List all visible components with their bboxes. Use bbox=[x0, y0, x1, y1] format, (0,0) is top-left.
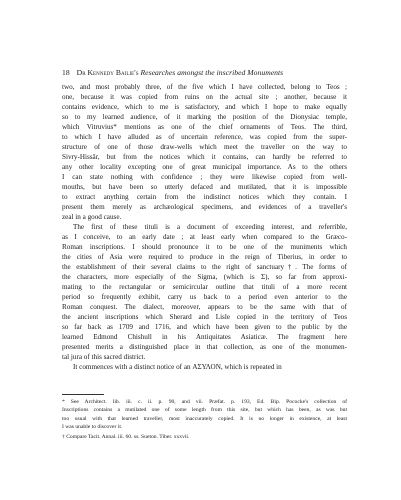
text-line: which Vitruvius* mentions as one of the chief ornaments of Teos. The third, bbox=[62, 123, 347, 131]
text-line: the ancient inscriptions which Sherard and Lisle copied in the territory of Teos bbox=[62, 313, 347, 321]
text-line: I can state nothing with confidence ; they were likewise copied from well- bbox=[62, 173, 347, 181]
paragraph bbox=[62, 222, 347, 362]
body-text bbox=[62, 82, 347, 372]
text-line: the establishment of their several claims to the right of sanctuary†. The forms of bbox=[62, 263, 347, 271]
text-line: to which I have alluded as of uncertain reference, was copied from the super- bbox=[62, 133, 347, 141]
text-line: mouths, but have been so utterly defaced and mutilated, that it is impossible bbox=[62, 183, 347, 191]
text-line: the characters, more especially of the Sigma, (which is Σ), so far from approxi- bbox=[62, 273, 347, 281]
text-line: present them merely as archæological specimens, and evidences of a traveller's bbox=[62, 203, 347, 211]
text-line: learned Edmond Chishull in his Antiquitates Asiaticæ. The fragment here bbox=[62, 333, 347, 341]
page-number: 18 bbox=[62, 68, 70, 77]
text-line: the cities of Asia were required to produce in the reign of Tiberius, in order to bbox=[62, 253, 347, 261]
text-line: zeal in a good cause. bbox=[62, 213, 122, 221]
text-line: mating to the rectangular or semicircular outline that tituli of a more recent bbox=[62, 283, 347, 291]
footnote-line: * See Architect. lib. iii. c. ii. p. 90, and vii. Præfat. p. 193, Ed. Bip. Pococke's collection of bbox=[62, 399, 347, 405]
text-line: to extract anything certain from the indistinct notices which they contain. I bbox=[62, 193, 347, 201]
text-line: so to my learned audience, of it marking the position of the Dionysiac temple, bbox=[62, 113, 347, 121]
text-line: presented merits a distinguished place in that collection, as one of the monumen- bbox=[62, 343, 347, 351]
footnote bbox=[62, 398, 347, 432]
paragraph bbox=[62, 362, 347, 372]
text-line: It commences with a distinct notice of an ΑΣΥΛΟΝ, which is repeated in bbox=[73, 363, 282, 371]
text-line: tal jura of this sacred district. bbox=[62, 353, 146, 361]
text-line: period so frequently exhibit, carry us back to a period even anterior to the bbox=[62, 293, 347, 301]
header-author: Dr Kennedy Bailie's bbox=[76, 68, 139, 77]
text-line: any other locality excepting one of great municipal importance. As to the others bbox=[62, 163, 347, 171]
text-line: The first of these tituli is a document of exceeding interest, and referrible, bbox=[73, 223, 347, 231]
footnotes bbox=[62, 398, 347, 441]
footnote bbox=[62, 433, 347, 441]
paragraph bbox=[62, 82, 347, 222]
text-line: as I conceive, to an early date ; at least early when compared to the Græco- bbox=[62, 233, 347, 241]
text-line: one, because it was copied from ruins on the actual site ; another, because it bbox=[62, 93, 347, 101]
text-line: contains evidence, which to me is satisfactory, and which I hope to make equally bbox=[62, 103, 347, 111]
text-line: two, and most probably three, of the five which I have collected, belong to Teos ; bbox=[62, 83, 347, 91]
footnote-line: too usual with that learned traveller, most inaccurately copied. It is no longer in existence, at least bbox=[62, 415, 347, 422]
footnote-line: † Compare Tacit. Annal. iii. 60. ss. Sueton. Tiber. xxxvii. bbox=[62, 433, 190, 440]
text-line: Sivry-Hissâr, but from the notices which it contains, can hardly be referred to bbox=[62, 153, 347, 161]
running-header bbox=[62, 68, 347, 77]
footnote-line: I was unable to discover it. bbox=[62, 424, 123, 431]
header-title: Researches amongst the inscribed Monuments bbox=[140, 68, 284, 77]
text-line: Roman conquest. The dialect, moreover, appears to be the same with that of bbox=[62, 303, 347, 311]
text-line: so far back as 1709 and 1716, and which have been given to the public by the bbox=[62, 323, 347, 331]
footnote-line: Inscriptions contains a mutilated one of some length from this site, but which has been, as was but bbox=[62, 407, 347, 414]
footnote-rule bbox=[62, 394, 104, 395]
text-line: structure of one of those draw-wells which meet the traveller on the way to bbox=[62, 143, 347, 151]
text-line: Roman inscriptions. I should pronounce it to be one of the muniments which bbox=[62, 243, 347, 251]
